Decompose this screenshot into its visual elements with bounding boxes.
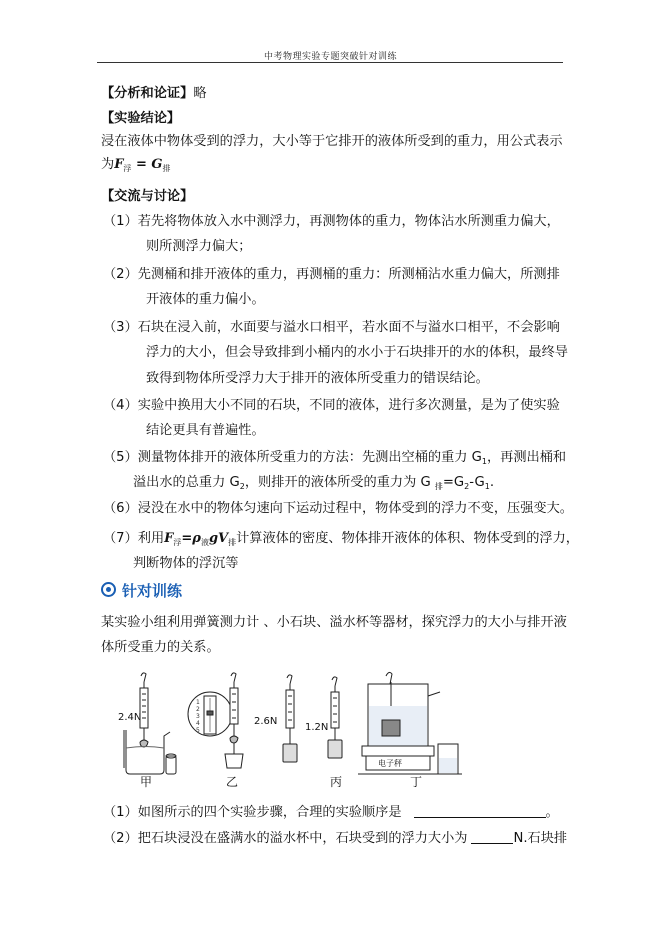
item5-text-a: （5）测量物体排开的液体所受重力的方法：先测出空桶的重力 G	[103, 450, 482, 465]
discussion-item-6: （6）浸没在水中的物体匀速向下运动过程中，物体受到的浮力不变，压强变大。	[103, 501, 573, 516]
item7-f: F	[164, 531, 174, 546]
item7-eq: =	[181, 531, 193, 546]
analysis-section	[101, 85, 207, 103]
formula-f-sub: 浮	[123, 164, 132, 173]
item7-g: g	[208, 531, 219, 546]
label-d: 丁	[410, 775, 423, 789]
formula-eq: =	[131, 157, 152, 172]
discussion-item-4-line2: 结论更具有普遍性。	[146, 423, 265, 438]
page-header: 中考物理实验专题突破针对训练	[263, 52, 397, 62]
discussion-item-2-line1: （2）先测桶和排开液体的重力，再测桶的重力：所测桶沾水重力偏大，所测排	[103, 267, 560, 282]
item5-text-g: .	[489, 475, 495, 490]
item5-sub-1: 1	[481, 457, 487, 466]
discussion-item-5-line2	[133, 474, 494, 496]
item5-text-b: ，再测出桶和	[486, 450, 567, 465]
item7-f-sub: 浮	[173, 538, 182, 547]
discussion-item-1-line2: 则所测浮力偏大；	[146, 239, 252, 254]
discussion-item-5-line1	[103, 449, 566, 471]
experiment-figure	[110, 668, 470, 790]
setup-d	[328, 677, 342, 758]
item5-text-c: 溢出水的总重力 G	[133, 475, 240, 490]
training-intro-line1: 某实验小组利用弹簧测力计 、小石块、溢水杯等器材，探究浮力的大小与排开液	[101, 615, 567, 630]
conclusion-formula-line	[101, 156, 170, 178]
training-intro-line2: 体所受重力的关系。	[101, 640, 220, 655]
conclusion-line2-prefix: 为	[101, 157, 115, 172]
item7-rho: ρ	[192, 531, 201, 546]
discussion-item-3-line2: 浮力的大小，但会导致排到小桶内的水小于石块排开的水的体积，最终导	[146, 345, 568, 360]
conclusion-heading: 【实验结论】	[101, 111, 181, 126]
bullet-circle-icon	[101, 582, 116, 597]
question-1-suffix: 。	[545, 805, 559, 820]
discussion-heading: 【交流与讨论】	[101, 189, 194, 204]
question-2	[103, 829, 567, 848]
training-heading-text: 针对训练	[122, 582, 183, 600]
question-2-suffix: N.石块排	[513, 831, 568, 846]
scale-tick-1: 1	[196, 699, 200, 706]
question-1	[103, 803, 559, 822]
label-a: 甲	[140, 775, 153, 789]
conclusion-line1: 浸在液体中物体受到的浮力，大小等于它排开的液体所受到的重力，用公式表示	[101, 134, 563, 149]
discussion-item-7-line2: 判断物体的浮沉等	[133, 556, 239, 571]
scale-tick-3: 3	[196, 713, 200, 720]
item5-text-e: =G	[442, 475, 465, 490]
discussion-item-2-line2: 开液体的重力偏小。	[146, 292, 265, 307]
formula-g-sub: 排	[162, 164, 171, 173]
reading-c: 2.6N	[254, 716, 278, 727]
discussion-item-1-line1: （1）若先将物体放入水中测浮力，再测物体的重力，物体沾水所测重力偏大，	[103, 214, 560, 229]
scale-tick-2: 2	[196, 706, 200, 713]
scale-tick-5: 5	[196, 727, 200, 734]
discussion-item-7-line1	[103, 530, 579, 552]
discussion-item-3-line3: 致得到物体所受浮力大于排开的液体所受重力的错误结论。	[146, 371, 489, 386]
scale-tick-4: 4	[196, 720, 200, 727]
discussion-item-3-line1: （3）石块在浸入前，水面要与溢水口相平，若水面不与溢水口相平，不会影响	[103, 320, 560, 335]
formula-f: F	[114, 157, 124, 172]
balance-label: 电子秤	[378, 759, 402, 768]
question-2-answer-blank[interactable]	[471, 829, 513, 844]
reading-a: 2.4N	[118, 712, 142, 723]
discussion-item-4-line1: （4）实验中换用大小不同的石块，不同的液体，进行多次测量，是为了使实验	[103, 398, 560, 413]
item5-text-d: ，则排开的液体所受的重力为 G	[244, 475, 435, 490]
item7-prefix: （7）利用	[103, 531, 165, 546]
question-1-text: （1）如图所示的四个实验步骤，合理的实验顺序是	[103, 805, 402, 820]
label-c: 丙	[330, 775, 343, 789]
overflow-setup	[358, 672, 462, 774]
question-2-text: （2）把石块浸没在盛满水的溢水杯中，石块受到的浮力大小为	[103, 831, 468, 846]
item7-rho-sub: 液	[200, 538, 209, 547]
reading-d: 1.2N	[305, 722, 329, 733]
setup-c	[283, 675, 297, 762]
item7-v: V	[218, 531, 229, 546]
analysis-text: 略	[193, 86, 207, 101]
item5-sub-3: 2	[464, 482, 470, 491]
item5-text-f: -G	[469, 475, 485, 490]
item5-sub-pai: 排	[434, 482, 443, 491]
analysis-heading: 【分析和论证】	[101, 86, 194, 101]
label-b: 乙	[226, 775, 239, 789]
question-1-answer-blank[interactable]	[414, 803, 546, 818]
formula-g: G	[151, 157, 163, 172]
item5-sub-2: 2	[239, 482, 245, 491]
setup-a	[124, 673, 176, 774]
item7-v-sub: 排	[228, 538, 237, 547]
header-divider	[97, 62, 563, 63]
item7-suffix: 计算液体的密度、物体排开液体的体积、物体受到的浮力，	[236, 531, 579, 546]
item5-sub-4: 1	[484, 482, 490, 491]
training-heading	[101, 580, 182, 601]
